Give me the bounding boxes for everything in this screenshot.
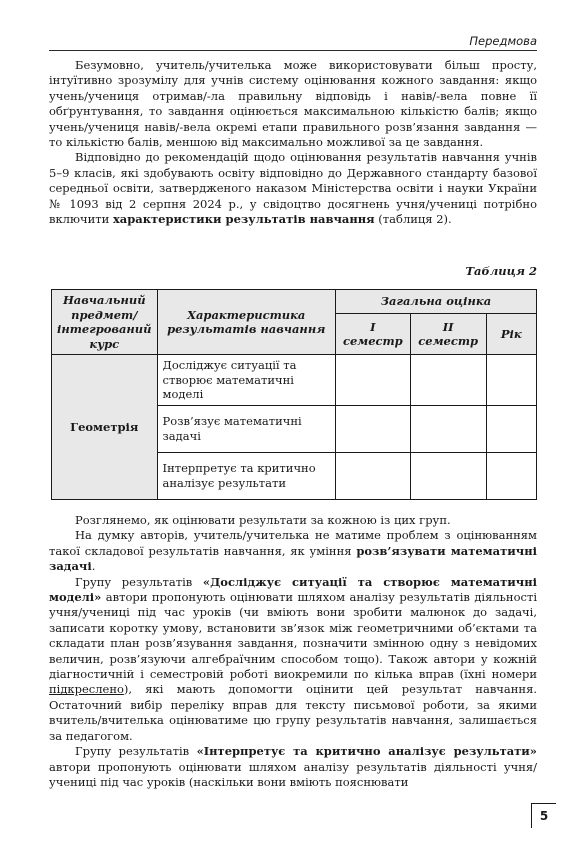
- paragraph-5: [49, 575, 537, 744]
- grade-cell-year: [486, 405, 536, 452]
- paragraph-5-mid: автори пропонують оцінювати шляхом аналізу результатів діяльності учня/учениці під час уроків (чи вміють вони зробити малюнок до задачі, записати коротку умову, встановити зв’язок між геометричними об’єктами та складати план розв’язування завдання, позначити змінною одну з невідомих величин, розв’язуючи алгебраїчним способом тощо). Також автори у кожній діагностичній і семестровій роботі виокремили по кілька вправ (їхні номери: [49, 590, 537, 682]
- characteristic-cell: Інтерпретує та критично аналізує результати: [157, 452, 335, 499]
- grade-cell-sem1: [335, 355, 410, 406]
- paragraph-6-end: автори пропонують оцінювати шляхом аналізу результатів діяльності учня/учениці під час уроків (наскільки вони вміють пояснювати: [49, 759, 537, 789]
- paragraph-6-bold: «Інтерпретує та критично аналізує результати»: [196, 744, 537, 759]
- running-head: [49, 34, 537, 51]
- grade-cell-sem2: [410, 355, 486, 406]
- grade-cell-year: [486, 452, 536, 499]
- header-sem1: I семестр: [335, 314, 410, 355]
- paragraph-5-text: Групу результатів: [75, 574, 203, 589]
- grade-cell-sem2: [410, 405, 486, 452]
- paragraph-2-end: (таблиця 2).: [374, 212, 452, 227]
- header-year: Рік: [486, 314, 536, 355]
- grade-cell-sem2: [410, 452, 486, 499]
- grade-table: [51, 289, 537, 500]
- intro-text: [49, 58, 537, 227]
- characteristic-cell: Досліджує ситуації та створює математичні моделі: [157, 355, 335, 406]
- table-header-row: [52, 290, 537, 314]
- table-row: [52, 355, 537, 406]
- paragraph-6-text: Групу результатів: [75, 744, 197, 759]
- grade-cell-sem1: [335, 452, 410, 499]
- paragraph-4-bold: розв’язувати математичні задачі: [49, 543, 537, 574]
- paragraph-2-text: Відповідно до рекомендацій щодо оцінювання результатів навчання учнів 5–9 класів, які здобувають освіту відповідно до Державного стандарту базової середньої освіти, затвердженого наказом Міністерства освіти і науки України № 1093 від 2 серпня 2024 р., у свідоцтво досягнень учня/учениці потрібно включити: [49, 150, 537, 227]
- header-subject: Навчальний предмет/ інтегрований курс: [52, 290, 158, 355]
- header-characteristic: Характеристика результатів навчання: [157, 290, 335, 355]
- paragraph-2: [49, 150, 537, 227]
- paragraph-3: Розглянемо, як оцінювати результати за кожною із цих груп.: [75, 513, 451, 527]
- paragraph-5-underline: підкреслено: [49, 682, 124, 697]
- header-sem2: II семестр: [410, 314, 486, 355]
- paragraph-4-end: .: [91, 559, 96, 574]
- page-number: 5: [531, 803, 556, 828]
- paragraph-5-bold: «Досліджує ситуації та створює математичні моделі»: [49, 574, 537, 605]
- grade-cell-year: [486, 355, 536, 406]
- paragraph-4-text: На думку авторів, учитель/учителька не матиме проблем з оцінюванням такої складової результатів навчання, як уміння: [49, 528, 537, 558]
- header-overall: Загальна оцінка: [335, 290, 536, 314]
- subject-cell: Геометрія: [52, 355, 158, 500]
- running-title: Передмова: [469, 34, 537, 48]
- characteristic-cell: Розв’язує математичні задачі: [157, 405, 335, 452]
- paragraph-4: [49, 528, 537, 574]
- paragraph-2-bold: характеристики результатів навчання: [112, 212, 375, 227]
- grade-cell-sem1: [335, 405, 410, 452]
- paragraph-5-end: ), які мають допомогти оцінити цей результат навчання. Остаточний вибір переліку вправ для тексту письмової роботи, за якими вчитель/вчителька оцінюватиме цю групу результатів навчання, залишається за педагогом.: [49, 682, 537, 743]
- paragraph-1: Безумовно, учитель/учителька може використовувати більш просту, інтуїтивно зрозумілу для учнів систему оцінювання кожного завдання: якщо учень/учениця отримав/-ла правильну відповідь і навів/-вела повне її обґрунтування, то завдання оцінюється максимальною кількістю балів; якщо учень/учениця навів/-вела окремі етапи правильного розв’язання завдання — то кількістю балів, меншою від максимально можливої за це завдання.: [49, 58, 537, 150]
- table-caption: Таблиця 2: [465, 264, 537, 278]
- after-text: [49, 513, 537, 790]
- paragraph-6: [49, 744, 537, 790]
